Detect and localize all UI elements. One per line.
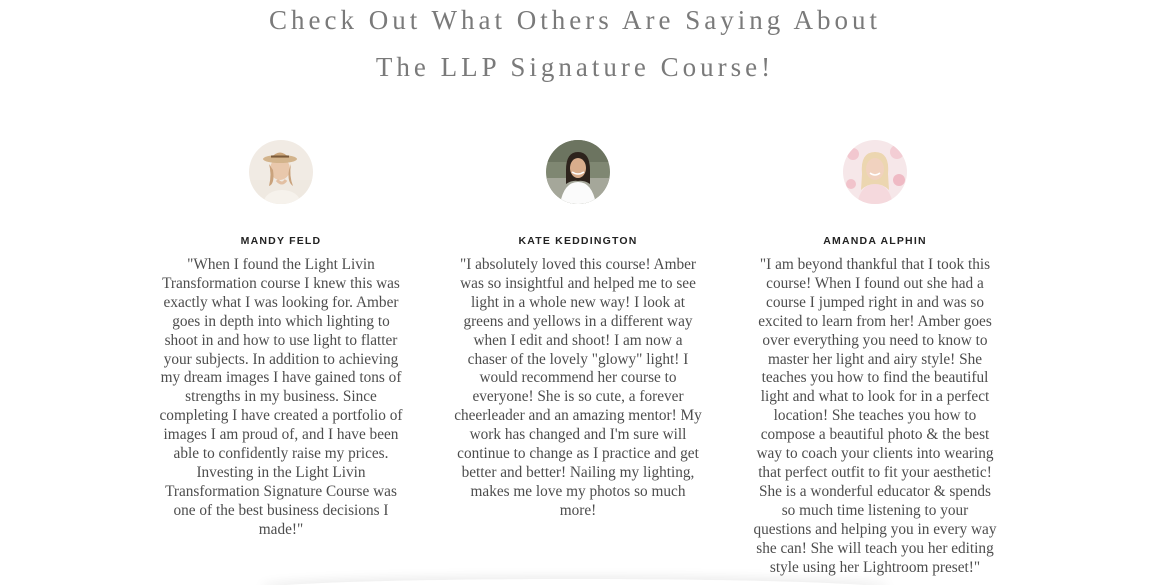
- testimonial-quote: "When I found the Light Livin Transformation course I knew this was exactly what I was looking for. Amber goes in depth into which lighting to shoot in and how to use light to flatter your subjects. In addition to achieving my dream images I have gained tons of strengths in my business. Since completing I have created a portfolio of images I am proud of, and I have been able to confidently raise my prices. Investing in the Light Livin Transformation Signature Course was one of the best business decisions I made!": [159, 256, 403, 538]
- heading-line-2: The LLP Signature Course!: [375, 52, 775, 82]
- section-heading: [0, 0, 1150, 91]
- testimonial-card-kate: [443, 140, 713, 521]
- avatar: [546, 140, 610, 204]
- testimonial-card-amanda: [740, 140, 1010, 577]
- avatar: [249, 140, 313, 204]
- heading-line-1: Check Out What Others Are Saying About: [269, 5, 881, 35]
- testimonial-card-mandy: [146, 140, 416, 540]
- avatar: [843, 140, 907, 204]
- testimonial-name: MANDY FELD: [240, 235, 322, 247]
- testimonial-quote: "I absolutely loved this course! Amber was so insightful and helped me to see light in a whole new way! I look at greens and yellows in a different way when I edit and shoot! I am now a chaser of the lovely "glowy" light! I would recommend her course to everyone! She is so cute, a forever cheerleader and an amazing mentor! My work has changed and I'm sure will continue to change as I practice and get better and better! Nailing my lighting, makes me love my photos so much more!: [454, 256, 702, 519]
- testimonial-quote: "I am beyond thankful that I took this course! When I found out she had a course I jumped right in and was so excited to learn from her! Amber goes over everything you need to know to master her light and airy style! She teaches you how to find the beautiful light and what to look for in a perfect location! She teaches you how to compose a beautiful photo & the best way to coach your clients into wearing that perfect outfit to fit your aesthetic! She is a wonderful educator & spends so much time listening to your questions and helping you in every way she can! She will teach you her editing style using her Lightroom preset!": [753, 256, 997, 576]
- testimonial-name: KATE KEDDINGTON: [518, 235, 638, 247]
- testimonial-name: AMANDA ALPHIN: [823, 235, 927, 247]
- bottom-divider-shadow: [260, 579, 890, 585]
